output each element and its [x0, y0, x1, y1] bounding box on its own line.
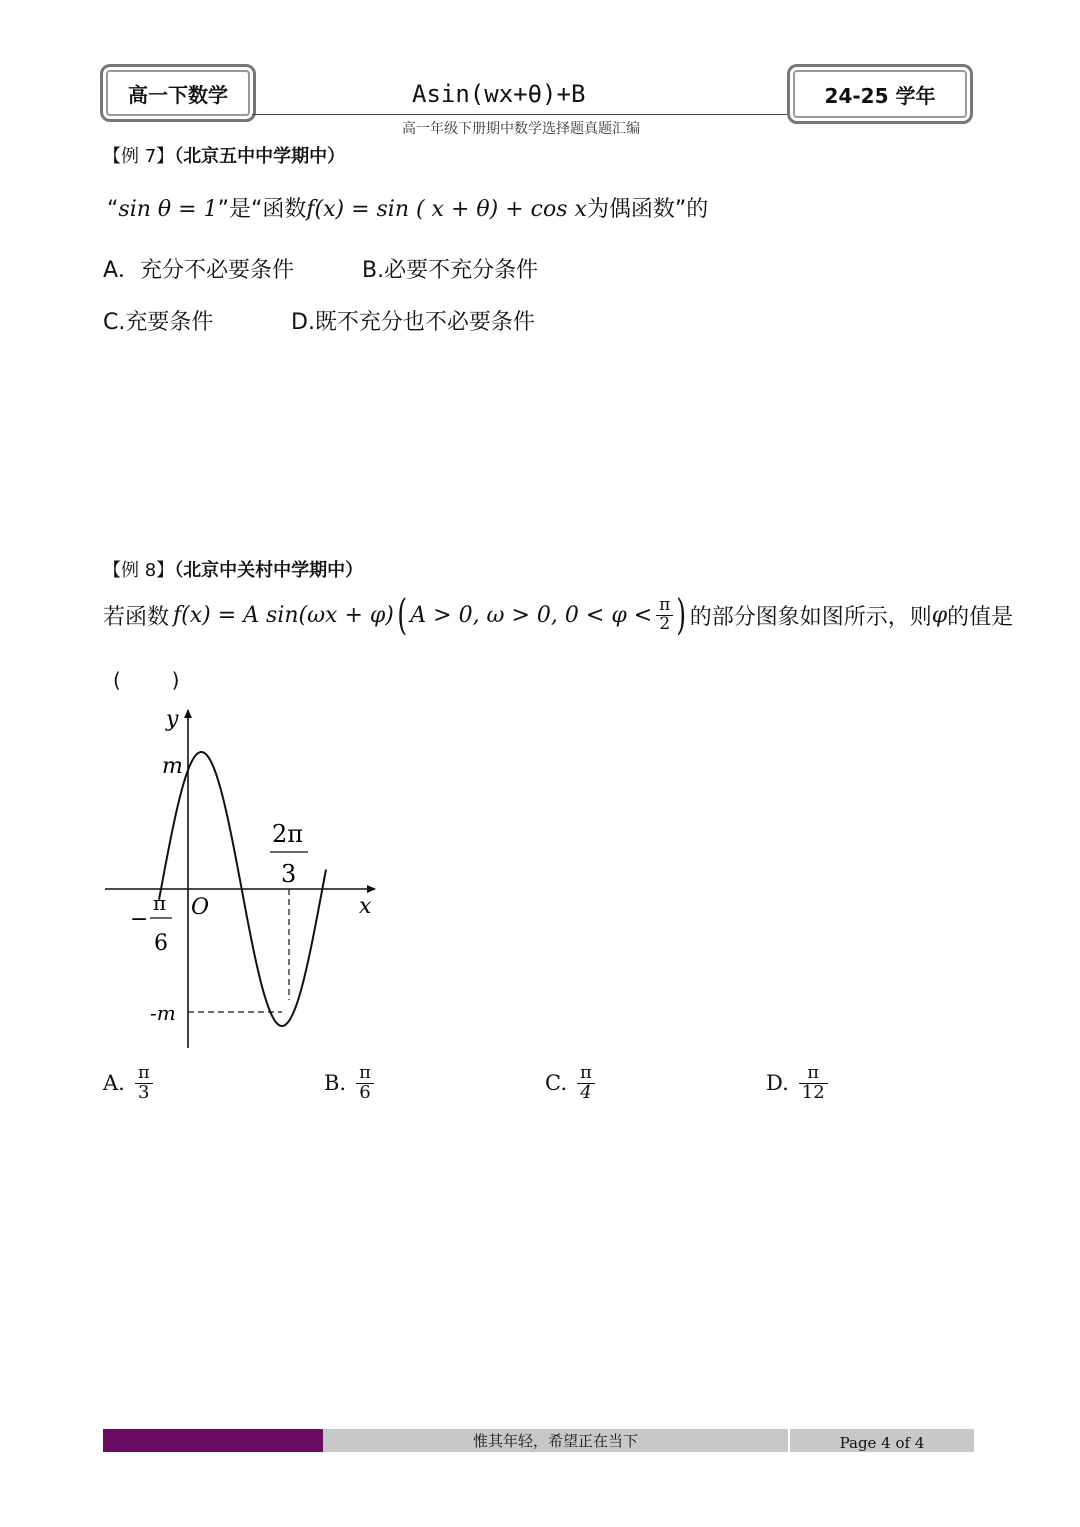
choice-d[interactable]	[766, 1064, 828, 1103]
example7-option-c: C.充要条件	[103, 310, 214, 335]
example7-label: 【例 7】	[103, 146, 175, 167]
function-expr: f(x) = sin ( x + θ) + cos x	[306, 197, 587, 222]
footer-page-number: Page 4 of 4	[839, 1433, 925, 1452]
page-title: Asin(wx+θ)+B	[412, 80, 586, 108]
fraction-den: 4	[580, 1081, 592, 1103]
x-axis-label: x	[359, 894, 372, 919]
question-end: 为偶函数”的	[586, 197, 709, 222]
choice-c[interactable]	[545, 1064, 595, 1103]
fraction-den: 12	[801, 1081, 825, 1103]
fraction-num: π	[135, 1064, 153, 1084]
example8-heading	[103, 556, 363, 582]
question-prefix: 若函数	[103, 604, 170, 630]
example8-label: 【例 8】	[103, 560, 175, 581]
fraction-num: π	[656, 597, 673, 616]
example7-option-a: A．充分不必要条件	[103, 258, 295, 283]
function-expr: f(x) = A sin(ωx + φ)	[173, 602, 394, 628]
fraction-num: π	[799, 1064, 828, 1084]
example7-source: （北京五中中学期中）	[174, 146, 346, 167]
page-subtitle: 高一年级下册期中数学选择题真题汇编	[402, 121, 640, 137]
year-badge	[787, 64, 973, 124]
condition-fraction	[656, 594, 673, 634]
answer-blank: ( )	[113, 668, 180, 692]
question-mid: ”是“函数	[217, 197, 307, 222]
footer-accent-bar	[103, 1429, 323, 1452]
example8-source: （北京中关村中学期中）	[174, 560, 364, 581]
subject-badge-label: 高一下数学	[128, 82, 228, 107]
header-rule	[252, 114, 787, 115]
pos-tick-den: 3	[281, 860, 297, 888]
fraction-den: 2	[659, 613, 671, 634]
choice-b-letter: B.	[324, 1071, 347, 1096]
y-axis-label: y	[166, 707, 179, 732]
condition-expr: A > 0, ω > 0, 0 < φ <	[410, 602, 653, 628]
question-tail: 的值是	[947, 604, 1014, 630]
choice-a-letter: A.	[103, 1071, 125, 1096]
condition-expr: sin θ = 1	[118, 197, 218, 222]
footer-motto: 惟其年轻，希望正在当下	[472, 1432, 638, 1450]
choice-b-fraction	[356, 1064, 374, 1103]
choice-d-letter: D.	[766, 1071, 789, 1096]
min-label: -m	[150, 1001, 176, 1025]
choice-a-fraction	[135, 1064, 153, 1103]
example7-heading	[103, 142, 345, 168]
neg-tick-num: π	[153, 891, 167, 915]
example8-question	[103, 590, 1014, 639]
origin-label: O	[191, 895, 210, 920]
question-post: 的部分图象如图所示，则	[689, 604, 932, 630]
example7-option-d: D.既不充分也不必要条件	[291, 310, 535, 335]
choice-a[interactable]	[103, 1064, 153, 1103]
quote-open: “	[107, 197, 119, 222]
example7-option-b: B.必要不充分条件	[362, 258, 539, 283]
function-graph	[100, 700, 390, 1055]
subject-badge	[100, 64, 256, 122]
pos-tick-num: 2π	[272, 820, 304, 848]
neg-tick-den: 6	[154, 931, 168, 956]
fraction-den: 3	[138, 1081, 150, 1103]
year-badge-label: 24-25 学年	[824, 83, 936, 108]
max-label: m	[162, 754, 183, 779]
phi-symbol: φ	[931, 602, 948, 628]
fraction-num: π	[577, 1064, 595, 1084]
paren-close: )	[676, 590, 687, 639]
fraction-den: 6	[359, 1081, 371, 1103]
paren-open: (	[397, 590, 407, 639]
choice-c-letter: C.	[545, 1071, 567, 1096]
choice-c-fraction	[577, 1064, 595, 1103]
choice-d-fraction	[799, 1064, 828, 1103]
example7-question	[107, 192, 708, 223]
fraction-num: π	[356, 1064, 374, 1084]
choice-b[interactable]	[324, 1064, 374, 1103]
neg-tick-sign: −	[130, 907, 149, 932]
